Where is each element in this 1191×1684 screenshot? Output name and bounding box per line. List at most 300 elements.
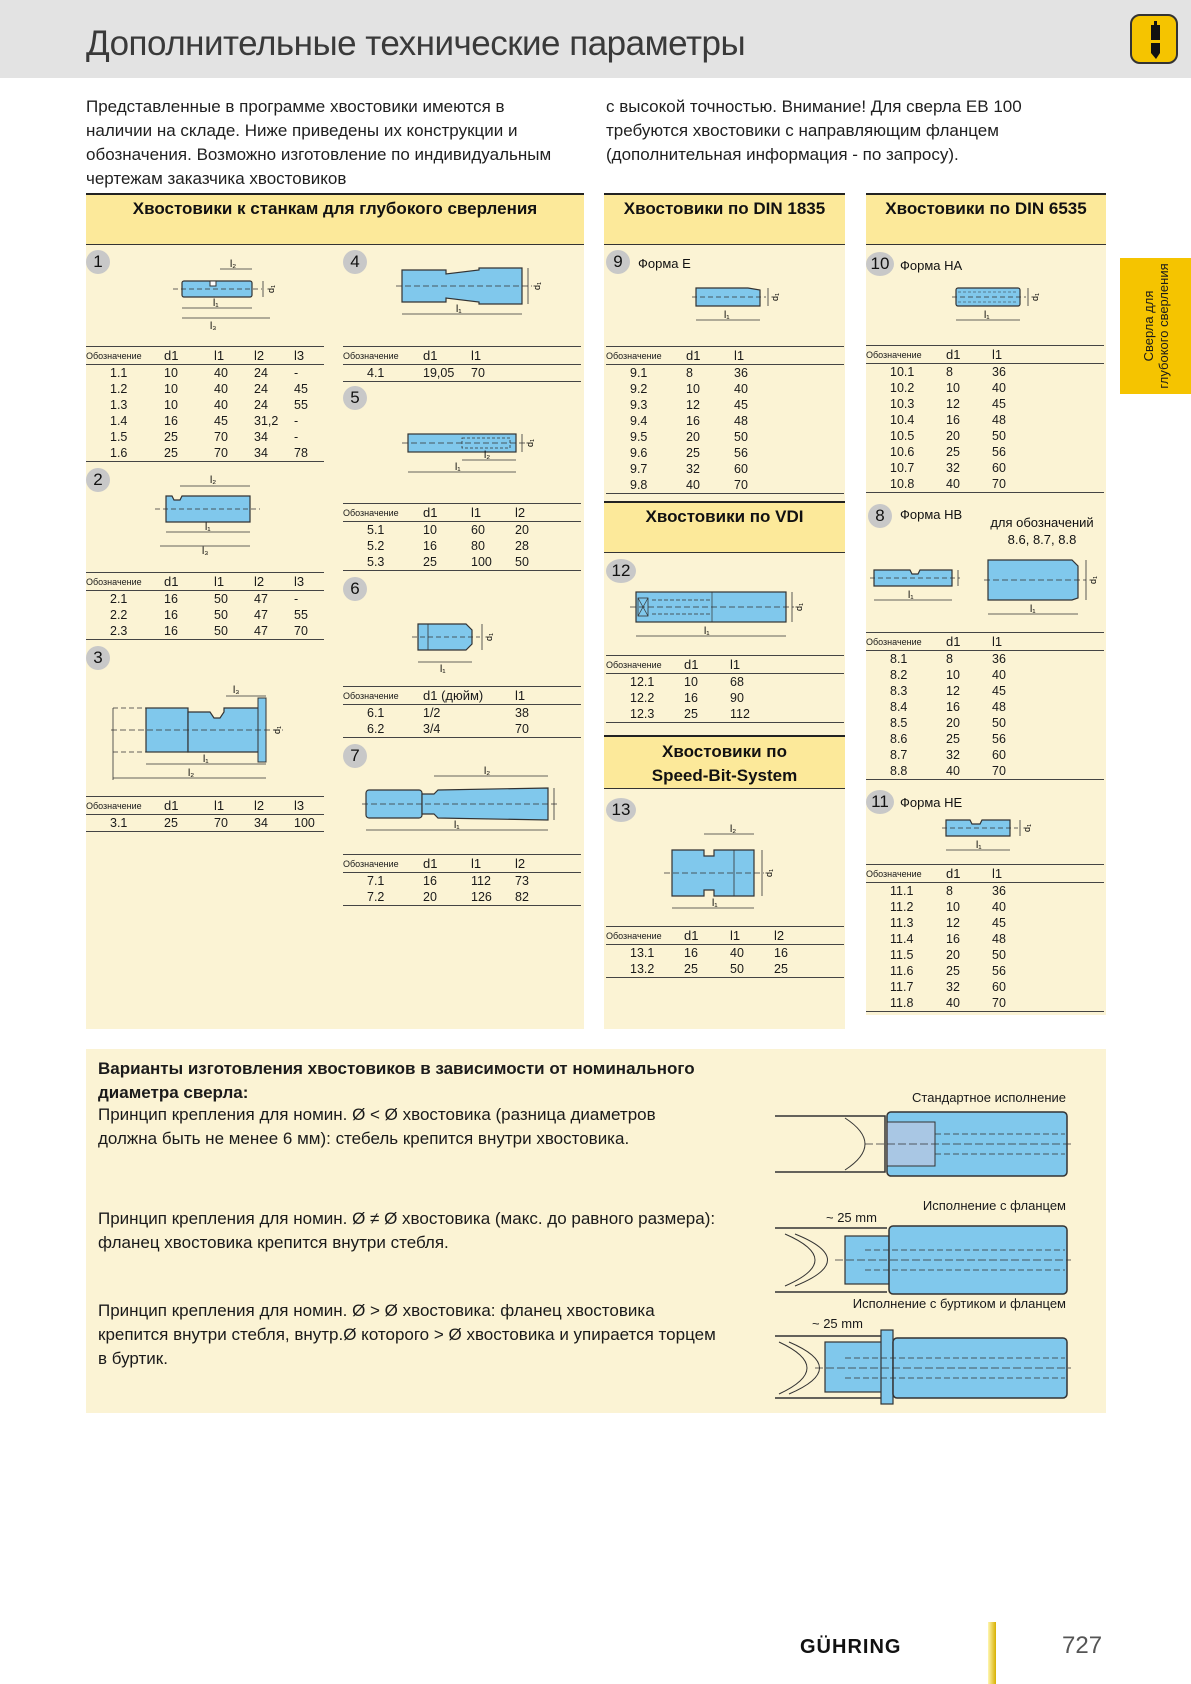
table-row: [343, 522, 581, 539]
value-cell: 56: [992, 964, 1006, 978]
value-cell: 34: [254, 815, 294, 832]
dim-d1: d₁: [1022, 823, 1032, 832]
value-cell: 55: [294, 608, 308, 622]
section-number-11: 11: [866, 790, 894, 814]
value-cell: 56: [992, 445, 1006, 459]
value-cell: 16: [684, 946, 698, 960]
value-cell: 70: [294, 623, 324, 640]
col-l3: l3: [294, 797, 324, 815]
col-d1: d1: [686, 347, 734, 365]
value-cell: 70: [214, 430, 228, 444]
dim-l2: l₂: [230, 259, 237, 270]
variant-caption-3: Исполнение с буртиком и фланцем: [852, 1296, 1066, 1311]
value-cell: 45: [992, 916, 1006, 930]
col-l1: l1: [471, 347, 581, 365]
table-section-9: [606, 346, 844, 494]
table-row: [86, 429, 324, 445]
table-row: [866, 979, 1104, 995]
table-header: [86, 573, 324, 591]
value-cell: 20: [946, 716, 960, 730]
dim-d1: d₁: [764, 868, 774, 877]
col-l1: l1: [471, 504, 515, 522]
dim-d1: d₁: [525, 438, 535, 447]
value-cell: 80: [471, 539, 485, 553]
value-cell: 16: [774, 946, 788, 960]
value-cell: 16: [164, 608, 178, 622]
value-cell: 50: [515, 554, 581, 571]
designation-cell: 11.3: [890, 916, 914, 930]
value-cell: 8: [946, 884, 953, 898]
value-cell: 32: [946, 748, 960, 762]
value-cell: 40: [946, 476, 992, 493]
value-cell: 40: [992, 381, 1006, 395]
value-cell: 24: [254, 366, 268, 380]
table-row: [343, 554, 581, 571]
designation-cell: 10.1: [890, 365, 915, 379]
dim-l2: l₂: [730, 824, 737, 835]
value-cell: 8: [686, 366, 693, 380]
variant-diagram-standard: [775, 1108, 1075, 1178]
table-row: [866, 899, 1104, 915]
table-row: [866, 731, 1104, 747]
value-cell: 10: [164, 366, 178, 380]
col-l1: l1: [992, 633, 1104, 651]
designation-cell: 1.2: [110, 382, 128, 396]
shank-diagram-9: [690, 280, 800, 340]
table-row: [606, 674, 844, 691]
dim-d1: d₁: [266, 284, 276, 293]
value-cell: 10: [423, 523, 437, 537]
designation-cell: 5.2: [367, 539, 385, 553]
designation-cell: 10.5: [890, 429, 915, 443]
table-row: [86, 607, 324, 623]
col-l1: l1: [734, 347, 844, 365]
value-cell: 38: [515, 706, 529, 720]
value-cell: 60: [734, 462, 748, 476]
value-cell: 70: [214, 815, 254, 832]
value-cell: -: [294, 592, 299, 606]
section-number-4: 4: [343, 250, 367, 274]
value-cell: 20: [423, 889, 471, 906]
table-row: [866, 412, 1104, 428]
value-cell: 12: [946, 397, 960, 411]
value-cell: 48: [734, 414, 748, 428]
designation-cell: 9.5: [630, 430, 648, 444]
dim-l2: l₂: [484, 766, 491, 777]
value-cell: 12: [686, 398, 700, 412]
table-section-8: [866, 632, 1104, 780]
value-cell: 25: [423, 554, 471, 571]
value-cell: 78: [294, 445, 324, 462]
variant-mm-label-2: ~ 25 mm: [826, 1210, 877, 1225]
col-d1: d1: [164, 573, 214, 591]
table-row: [866, 460, 1104, 476]
form-8-note: для обозначений 8.6, 8.7, 8.8: [990, 515, 1094, 547]
table-header: [343, 504, 581, 522]
table-row: [86, 591, 324, 608]
dim-d1: d₁: [794, 602, 804, 611]
designation-cell: 8.2: [890, 668, 908, 682]
designation-cell: 11.7: [890, 980, 914, 994]
intro-text-right: с высокой точностью. Внимание! Для сверла EB 100 требуются хвостовики с направляющим фланцем (дополнительная информация - по запросу).: [606, 97, 1022, 164]
shank-diagram-1: [170, 256, 290, 332]
value-cell: 40: [214, 398, 228, 412]
value-cell: 8: [946, 365, 953, 379]
designation-cell: 5.1: [367, 523, 385, 537]
side-tab-label: Сверла для глубокого сверления: [1140, 263, 1171, 389]
value-cell: 45: [992, 397, 1006, 411]
dim-d1: d₁: [1088, 575, 1098, 584]
designation-cell: 9.1: [630, 366, 648, 380]
designation-cell: 10.3: [890, 397, 915, 411]
table-row: [606, 381, 844, 397]
table-row: [606, 690, 844, 706]
designation-cell: 9.6: [630, 446, 648, 460]
value-cell: 47: [254, 623, 294, 640]
variant-caption-2: Исполнение с фланцем: [922, 1198, 1066, 1213]
value-cell: 3/4: [423, 721, 515, 738]
dim-l2: l₂: [210, 475, 217, 486]
value-cell: 25: [774, 961, 844, 978]
footer-accent-bar: [988, 1622, 996, 1684]
col-l1: l1: [214, 347, 254, 365]
drill-logo-icon: [1130, 14, 1178, 64]
table-row: [343, 889, 581, 906]
table-row: [606, 429, 844, 445]
table-section-7: [343, 854, 581, 906]
table-section-2: [86, 572, 324, 640]
table-row: [606, 961, 844, 978]
section-number-10: 10: [866, 252, 894, 276]
table-row: [343, 721, 581, 738]
table-row: [866, 380, 1104, 396]
shank-diagram-6: [410, 610, 510, 680]
col-l1: l1: [992, 865, 1104, 883]
value-cell: 16: [423, 874, 437, 888]
shank-diagram-5: [400, 420, 550, 490]
table-row: [866, 915, 1104, 931]
table-header: [86, 797, 324, 815]
designation-cell: 8.1: [890, 652, 908, 666]
value-cell: -: [294, 366, 299, 380]
col-d1: d1: [164, 797, 214, 815]
table-header: [343, 687, 581, 705]
col-l2: l2: [515, 855, 581, 873]
value-cell: 12: [946, 916, 960, 930]
col-designation: Обозначение: [343, 347, 423, 365]
table-section-12: [606, 655, 844, 723]
value-cell: 36: [734, 366, 748, 380]
col-l1: l1: [214, 573, 254, 591]
dim-l1: l₁: [712, 898, 718, 909]
designation-cell: 9.8: [606, 477, 686, 494]
designation-cell: 4.1: [343, 365, 423, 382]
value-cell: 112: [730, 706, 844, 723]
value-cell: 55: [294, 398, 308, 412]
value-cell: 50: [730, 961, 774, 978]
variant-text-1: Принцип крепления для номин. Ø < Ø хвостовика (разница диаметров должна быть не менее 6 мм): стебель крепится внутри хвостовика.: [98, 1105, 656, 1148]
designation-cell: 11.6: [890, 964, 914, 978]
dim-l1: l₁: [456, 304, 462, 315]
value-cell: 50: [734, 430, 748, 444]
dim-d1: d₁: [532, 281, 542, 290]
table-row: [86, 413, 324, 429]
value-cell: 25: [684, 706, 730, 723]
dim-l1: l₁: [205, 522, 211, 533]
value-cell: 10: [946, 900, 960, 914]
variant-text-2: Принцип крепления для номин. Ø ≠ Ø хвостовика (макс. до равного размера): фланец хвостовика крепится внутри стебля.: [98, 1209, 716, 1252]
value-cell: 70: [992, 763, 1104, 780]
deep-drilling-header: [86, 193, 584, 245]
dim-l1: l₁: [984, 310, 990, 321]
value-cell: 100: [471, 554, 515, 571]
value-cell: 112: [471, 874, 491, 888]
designation-cell: 8.5: [890, 716, 908, 730]
value-cell: 70: [515, 721, 581, 738]
value-cell: 48: [992, 413, 1006, 427]
dim-l1: l₁: [213, 298, 219, 309]
value-cell: 20: [515, 523, 529, 537]
designation-cell: 8.3: [890, 684, 908, 698]
table-row: [866, 715, 1104, 731]
col-designation: Обозначение: [86, 797, 164, 815]
table-section-3: [86, 796, 324, 832]
shank-diagram-2: [150, 470, 270, 557]
table-row: [86, 381, 324, 397]
table-section-11: [866, 864, 1104, 1012]
guehring-logo: GÜHRING: [800, 1636, 902, 1658]
variant-text-3: Принцип крепления для номин. Ø > Ø хвостовика: фланец хвостовика крепится внутри стебля, внутр.Ø которого > Ø хвостовика и упирается торцем в буртик.: [98, 1301, 716, 1368]
designation-cell: 1.5: [110, 430, 128, 444]
col-d1: d1: [423, 855, 471, 873]
col-d1: d1: [423, 347, 471, 365]
designation-cell: 9.2: [630, 382, 648, 396]
variant-diagram-flange: [775, 1224, 1075, 1300]
shank-diagram-8b: [984, 556, 1104, 626]
value-cell: 16: [946, 413, 960, 427]
value-cell: 32: [946, 461, 960, 475]
section-number-2: 2: [86, 468, 110, 492]
table-section-5: [343, 503, 581, 571]
value-cell: 50: [992, 716, 1006, 730]
shank-diagram-11: [940, 812, 1050, 872]
value-cell: 50: [992, 429, 1006, 443]
form-label-11: Форма HE: [900, 795, 963, 810]
col-l1: l1: [515, 687, 581, 705]
col-d1: d1: [684, 656, 730, 674]
speed-bit-header-line2: Speed-Bit-System: [651, 766, 798, 785]
value-cell: 60: [471, 523, 485, 537]
designation-cell: 8.4: [890, 700, 908, 714]
form-label-9: Форма E: [638, 256, 691, 271]
dim-l1: l₁: [976, 840, 982, 851]
designation-cell: 1.6: [86, 445, 164, 462]
designation-cell: 12.3: [606, 706, 684, 723]
value-cell: 45: [294, 382, 308, 396]
table-row: [343, 873, 581, 890]
dim-l1: l₁: [704, 626, 710, 637]
variant-mm-label-3: ~ 25 mm: [812, 1316, 863, 1331]
value-cell: 25: [686, 446, 700, 460]
table-section-4: [343, 346, 581, 382]
value-cell: 47: [254, 592, 268, 606]
value-cell: 36: [992, 884, 1006, 898]
value-cell: 70: [992, 476, 1104, 493]
value-cell: 50: [992, 948, 1006, 962]
value-cell: 48: [992, 700, 1006, 714]
col-l1: l1: [992, 346, 1104, 364]
table-row: [866, 444, 1104, 460]
table-row: [606, 461, 844, 477]
value-cell: 10: [164, 398, 178, 412]
value-cell: 28: [515, 539, 529, 553]
table-row: [606, 413, 844, 429]
col-l2: l2: [254, 347, 294, 365]
value-cell: 16: [423, 539, 437, 553]
table-header: [866, 633, 1104, 651]
value-cell: 60: [992, 461, 1006, 475]
table-row: [866, 667, 1104, 683]
designation-cell: 1.1: [110, 366, 128, 380]
value-cell: 68: [730, 675, 744, 689]
value-cell: 32: [686, 462, 700, 476]
designation-cell: 1.3: [110, 398, 128, 412]
value-cell: 40: [686, 477, 734, 494]
table-row: [866, 364, 1104, 381]
table-row: [866, 747, 1104, 763]
designation-cell: 10.8: [866, 476, 946, 493]
value-cell: 50: [214, 623, 254, 640]
value-cell: 48: [992, 932, 1006, 946]
dim-l1: l₁: [724, 310, 730, 321]
dim-d1: d₁: [272, 725, 282, 734]
table-row: [86, 445, 324, 462]
speed-bit-header: [604, 735, 845, 789]
value-cell: 10: [946, 381, 960, 395]
value-cell: 16: [946, 700, 960, 714]
shank-diagram-4: [394, 260, 554, 328]
speed-bit-header-line1: Хвостовики по: [662, 742, 787, 761]
designation-cell: 13.1: [630, 946, 655, 960]
designation-cell: 5.3: [343, 554, 423, 571]
table-section-13: [606, 926, 844, 978]
designation-cell: 8.6: [890, 732, 908, 746]
value-cell: 1/2: [423, 706, 441, 720]
table-header: [606, 656, 844, 674]
col-l2: l2: [254, 573, 294, 591]
table-row: [606, 706, 844, 723]
value-cell: 34: [254, 445, 294, 462]
designation-cell: 3.1: [86, 815, 164, 832]
designation-cell: 6.1: [367, 706, 385, 720]
table-row: [606, 365, 844, 382]
value-cell: 36: [992, 652, 1006, 666]
table-row: [866, 699, 1104, 715]
designation-cell: 2.3: [86, 623, 164, 640]
value-cell: 70: [214, 445, 254, 462]
value-cell: 73: [515, 874, 529, 888]
value-cell: 70: [471, 365, 581, 382]
value-cell: 40: [214, 366, 228, 380]
designation-cell: 11.1: [890, 884, 914, 898]
table-row: [866, 651, 1104, 668]
designation-cell: 6.2: [343, 721, 423, 738]
value-cell: 10: [946, 668, 960, 682]
table-row: [866, 428, 1104, 444]
table-row: [606, 445, 844, 461]
value-cell: 19,05: [423, 365, 471, 382]
table-row: [866, 931, 1104, 947]
value-cell: 47: [254, 608, 268, 622]
value-cell: 16: [946, 932, 960, 946]
shank-diagram-13: [660, 822, 810, 922]
col-designation: Обозначение: [866, 865, 946, 883]
value-cell: 16: [164, 623, 214, 640]
variants-title: Варианты изготовления хвостовиков в зависимости от номинального диаметра сверла:: [98, 1059, 695, 1102]
designation-cell: 9.3: [630, 398, 648, 412]
value-cell: 36: [992, 365, 1006, 379]
designation-cell: 9.4: [630, 414, 648, 428]
value-cell: 10: [164, 382, 178, 396]
variant-caption-1: Стандартное исполнение: [912, 1090, 1066, 1105]
value-cell: 40: [992, 900, 1006, 914]
value-cell: 100: [294, 815, 324, 832]
value-cell: 16: [684, 691, 698, 705]
designation-cell: 10.2: [890, 381, 915, 395]
dim-l3: l₃: [202, 546, 209, 557]
table-section-6: [343, 686, 581, 738]
section-number-1: 1: [86, 250, 110, 274]
col-l2: l2: [515, 504, 581, 522]
dim-l3: l₃: [233, 685, 240, 696]
table-row: [86, 397, 324, 413]
col-l3: l3: [294, 347, 324, 365]
col-designation: Обозначение: [866, 346, 946, 364]
table-row: [343, 538, 581, 554]
shank-diagram-7: [362, 762, 562, 846]
value-cell: 70: [992, 995, 1104, 1012]
dim-d1: d₁: [770, 292, 780, 301]
value-cell: 10: [686, 382, 700, 396]
shank-diagram-10: [950, 280, 1060, 340]
dim-l1: l₁: [454, 820, 460, 831]
variant-diagram-collar: [775, 1328, 1075, 1406]
table-row: [606, 477, 844, 494]
table-row: [343, 705, 581, 722]
vdi-header-label: Хвостовики по VDI: [645, 507, 804, 526]
value-cell: 12: [946, 684, 960, 698]
dim-l1: l₁: [203, 754, 209, 765]
table-row: [866, 963, 1104, 979]
value-cell: 25: [684, 961, 730, 978]
col-designation: Обозначение: [343, 504, 423, 522]
value-cell: 16: [686, 414, 700, 428]
value-cell: 25: [946, 732, 960, 746]
table-row: [866, 396, 1104, 412]
value-cell: 40: [730, 946, 744, 960]
designation-cell: 7.2: [343, 889, 423, 906]
value-cell: 20: [946, 429, 960, 443]
col-d1-inch: d1 (дюйм): [423, 687, 515, 705]
form-label-8: Форма HB: [900, 507, 963, 522]
value-cell: 24: [254, 382, 268, 396]
shank-diagram-3: [108, 680, 298, 790]
value-cell: 10: [684, 675, 698, 689]
col-designation: Обозначение: [606, 347, 686, 365]
col-d1: d1: [946, 865, 992, 883]
table-header: [866, 346, 1104, 364]
side-tab[interactable]: [1120, 258, 1191, 394]
